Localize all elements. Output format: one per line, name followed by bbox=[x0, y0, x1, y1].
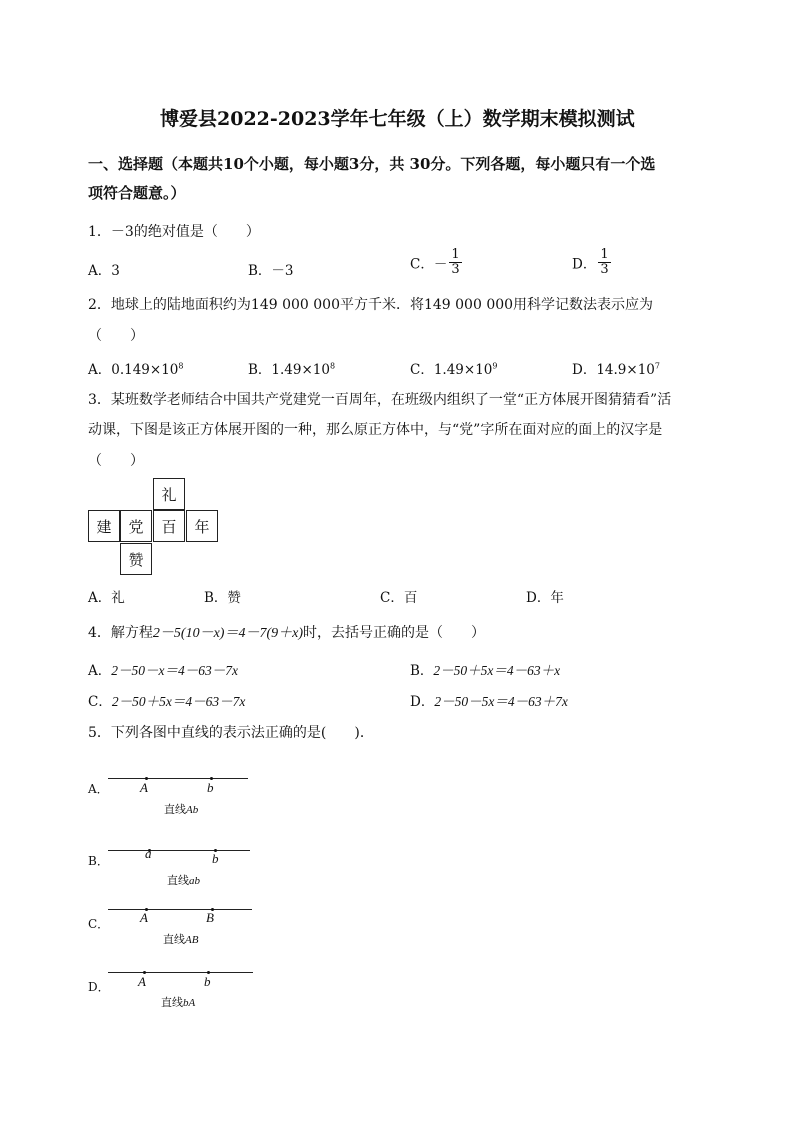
caption-var: Ab bbox=[186, 804, 199, 816]
q1-option-d-label: D． bbox=[572, 256, 597, 273]
question-2-line2: （ ） bbox=[88, 328, 144, 344]
q5-option-c-caption bbox=[163, 931, 198, 947]
question-3-line1: 3．某班数学老师结合中国共产党建党一百周年，在班级内组织了一堂“正方体展开图猜猜看”活 bbox=[88, 392, 672, 408]
caption-text: 直线 bbox=[163, 933, 185, 946]
question-5-stem: 5．下列各图中直线的表示法正确的是( )． bbox=[88, 725, 374, 741]
q5-option-d-letter: D． bbox=[88, 980, 110, 994]
q2-option-a-text: A．0.149×10 bbox=[88, 362, 179, 378]
cube-net-face-1: 建 bbox=[88, 510, 120, 542]
q5-option-a-label-2: b bbox=[207, 780, 214, 795]
cube-net-face-4: 年 bbox=[186, 510, 218, 542]
q2-option-a-exponent: 8 bbox=[178, 361, 184, 371]
q5-option-a-letter: A． bbox=[88, 782, 109, 796]
caption-text: 直线 bbox=[164, 803, 186, 816]
q2-option-a bbox=[88, 358, 183, 378]
q3-option-a: A．礼 bbox=[88, 590, 125, 606]
q2-option-d-exponent: 7 bbox=[654, 361, 660, 371]
q5-option-c-line bbox=[108, 909, 252, 910]
fraction-denominator: 3 bbox=[451, 262, 460, 277]
question-3-line3: （ ） bbox=[88, 453, 144, 469]
cube-net-face-top: 礼 bbox=[153, 478, 185, 510]
q2-option-c-exponent: 9 bbox=[492, 361, 498, 371]
q5-option-c-letter: C． bbox=[88, 917, 110, 931]
q5-option-d-label-1: A bbox=[138, 974, 146, 989]
caption-var: AB bbox=[185, 934, 199, 946]
q1-option-c-label: C． bbox=[410, 256, 434, 273]
caption-text: 直线 bbox=[161, 996, 183, 1009]
q5-option-b-label-2: b bbox=[212, 851, 219, 866]
fraction-denominator: 3 bbox=[600, 262, 609, 277]
caption-text: 直线 bbox=[167, 874, 189, 887]
cube-net-face-2: 党 bbox=[120, 510, 152, 542]
q5-option-c-label-1: A bbox=[140, 910, 148, 925]
q4-option-d bbox=[410, 690, 568, 710]
q2-option-c bbox=[410, 358, 497, 378]
q1-option-d-fraction bbox=[598, 248, 610, 277]
fraction-numerator: 1 bbox=[600, 247, 609, 262]
question-3-line2: 动课，下图是该正方体展开图的一种，那么原正方体中，与“党”字所在面对应的面上的汉字是 bbox=[88, 422, 663, 438]
cube-net-face-bottom: 赞 bbox=[120, 543, 152, 575]
q2-option-c-text: C．1.49×10 bbox=[410, 362, 493, 378]
q5-option-b-caption bbox=[167, 872, 200, 888]
q4-option-b bbox=[410, 659, 560, 679]
q5-option-a-caption bbox=[164, 801, 198, 817]
question-4-stem bbox=[88, 622, 485, 642]
cube-net-face-3: 百 bbox=[153, 510, 185, 542]
q3-option-d: D．年 bbox=[526, 590, 564, 606]
q1-option-c-fraction bbox=[449, 248, 461, 277]
q1-option-c bbox=[410, 248, 462, 277]
question-2-line1: 2．地球上的陆地面积约为149 000 000平方千米．将149 000 000用科学记数法表示应为 bbox=[88, 297, 654, 313]
q4-equation: 2－5(10－x)＝4－7(9＋x) bbox=[152, 626, 303, 641]
q2-option-b-exponent: 8 bbox=[329, 361, 336, 371]
question-1-stem: 1．－3的绝对值是（ ） bbox=[88, 224, 260, 240]
section-heading-line2: 项符合题意。） bbox=[88, 184, 186, 202]
q1-option-c-sign: － bbox=[433, 256, 448, 273]
q5-option-a-line bbox=[108, 778, 248, 779]
q2-option-b bbox=[248, 358, 335, 378]
q5-option-c-label-2: B bbox=[206, 910, 214, 925]
page-title: 博爱县2022-2023学年七年级（上）数学期末模拟测试 bbox=[160, 108, 635, 130]
caption-var: ab bbox=[189, 875, 200, 887]
q4-option-a bbox=[88, 659, 238, 679]
q4-option-c bbox=[88, 690, 245, 710]
q4-option-a-expr: 2－50－x＝4－63－7x bbox=[111, 663, 238, 678]
q5-option-d-caption bbox=[161, 994, 195, 1010]
q4-option-c-expr: 2－50＋5x＝4－63－7x bbox=[111, 694, 246, 709]
q4-stem-prefix: 4．解方程 bbox=[88, 625, 153, 641]
caption-var: bA bbox=[183, 997, 196, 1009]
q5-option-d-label-2: b bbox=[204, 974, 211, 989]
q4-option-b-expr: 2－50＋5x＝4－63＋x bbox=[433, 663, 561, 678]
q3-option-b: B．赞 bbox=[204, 590, 241, 606]
q3-option-c: C．百 bbox=[380, 590, 418, 606]
q5-option-b-line bbox=[108, 850, 250, 851]
q2-option-d-text: D．14.9×10 bbox=[572, 362, 655, 378]
q4-option-c-label: C． bbox=[88, 694, 112, 710]
q4-option-b-label: B． bbox=[410, 663, 434, 679]
q4-option-d-expr: 2－50－5x＝4－63＋7x bbox=[434, 694, 568, 709]
q2-option-b-text: B．1.49×10 bbox=[248, 362, 330, 378]
q5-option-b-label-1: a bbox=[145, 846, 152, 861]
q5-option-d-line bbox=[108, 972, 253, 973]
q4-stem-suffix: 时，去括号正确的是（ ） bbox=[303, 625, 485, 641]
section-heading-line1: 一、选择题（本题共10个小题，每小题3分，共 30分。下列各题，每小题只有一个选 bbox=[88, 155, 656, 173]
q1-option-a: A．3 bbox=[88, 263, 120, 279]
q1-option-d bbox=[572, 248, 611, 277]
q2-option-d bbox=[572, 358, 660, 378]
q4-option-d-label: D． bbox=[410, 694, 435, 710]
q5-option-a-label-1: A bbox=[140, 780, 148, 795]
q5-option-b-letter: B． bbox=[88, 854, 109, 868]
q1-option-b: B．－3 bbox=[248, 263, 294, 279]
q4-option-a-label: A． bbox=[88, 663, 112, 679]
fraction-numerator: 1 bbox=[451, 247, 460, 262]
